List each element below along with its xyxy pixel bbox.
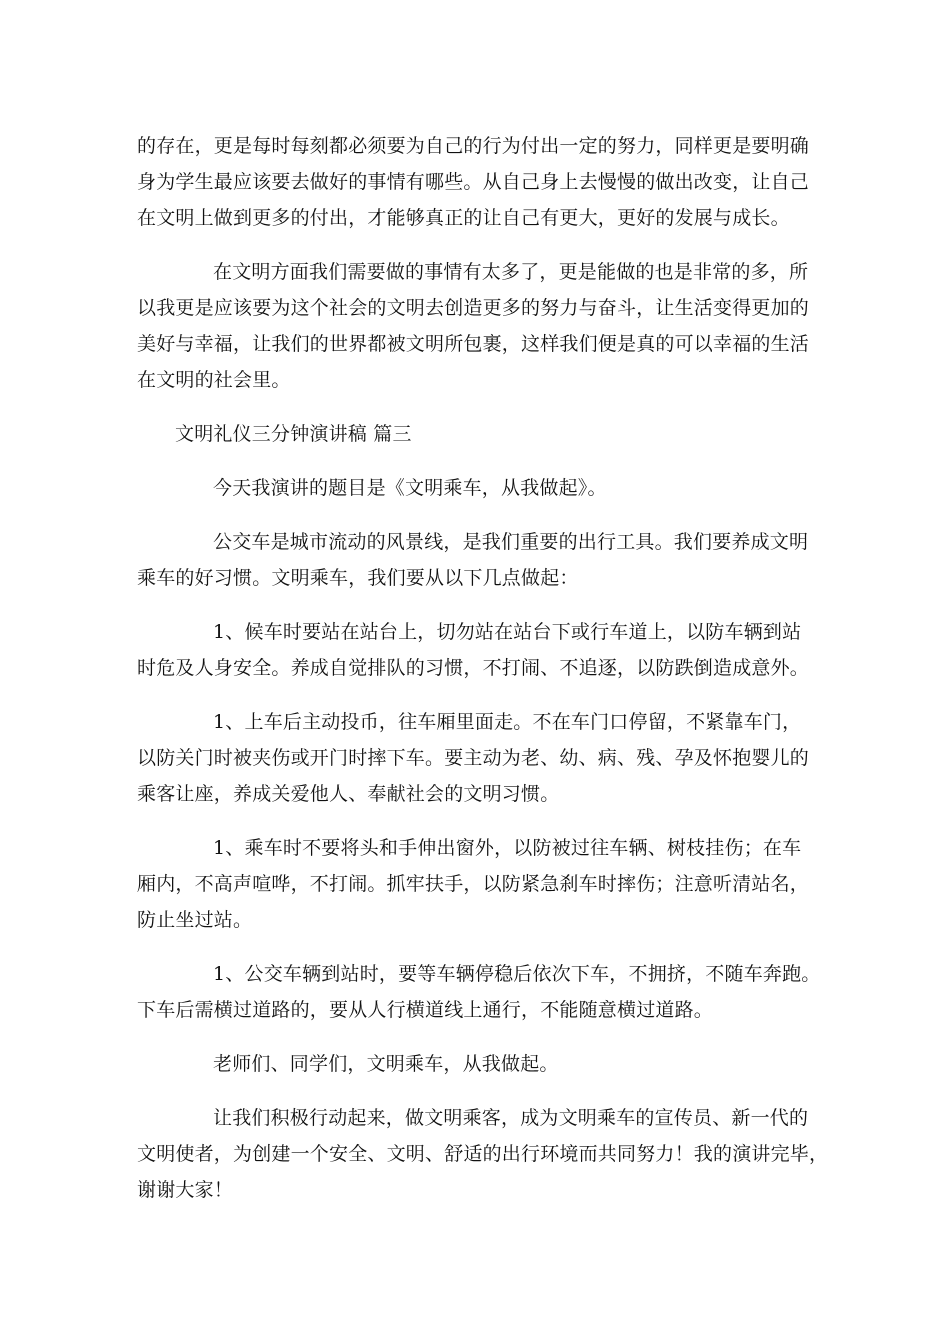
text-line: 厢内，不高声喧哗，不打闹。抓牢扶手，以防紧急刹车时摔伤；注意听清站名，	[137, 873, 810, 895]
text-line: 让我们积极行动起来，做文明乘客，成为文明乘车的宣传员、新一代的	[213, 1107, 809, 1129]
paragraph-8	[137, 956, 821, 1028]
text-line: 老师们、同学们，文明乘车，从我做起。	[213, 1053, 559, 1075]
paragraph-1	[137, 128, 817, 236]
text-line: 公交车是城市流动的风景线，是我们重要的出行工具。我们要养成文明	[213, 531, 809, 553]
text-line: 的存在，更是每时每刻都必须要为自己的行为付出一定的努力，同样更是要明确	[137, 135, 810, 157]
text-line: 1、上车后主动投币，往车厢里面走。不在车门口停留，不紧靠车门，	[213, 711, 802, 733]
text-line: 今天我演讲的题目是《文明乘车，从我做起》。	[213, 477, 607, 499]
paragraph-6	[137, 704, 817, 812]
text-line: 美好与幸福，让我们的世界都被文明所包裹，这样我们便是真的可以幸福的生活	[137, 333, 810, 355]
text-line: 在文明的社会里。	[137, 369, 291, 391]
text-line: 1、候车时要站在站台上，切勿站在站台下或行车道上，以防车辆到站	[213, 621, 802, 643]
text-line: 在文明方面我们需要做的事情有太多了，更是能做的也是非常的多，所	[213, 261, 809, 283]
text-line: 下车后需横过道路的，要从人行横道线上通行，不能随意横过道路。	[137, 999, 714, 1021]
text-line: 1、公交车辆到站时，要等车辆停稳后依次下车，不拥挤，不随车奔跑。	[213, 963, 821, 985]
paragraph-9	[137, 1046, 817, 1082]
paragraph-4	[137, 524, 817, 596]
text-line: 文明使者，为创建一个安全、文明、舒适的出行环境而共同努力！我的演讲完毕，	[137, 1143, 829, 1165]
text-line: 乘客让座，养成关爱他人、奉献社会的文明习惯。	[137, 783, 560, 805]
text-line: 防止坐过站。	[137, 909, 253, 931]
document-body	[137, 128, 829, 1226]
text-line: 在文明上做到更多的付出，才能够真正的让自己有更大，更好的发展与成长。	[137, 207, 790, 229]
paragraph-5	[137, 614, 817, 686]
text-line: 以防关门时被夹伤或开门时摔下车。要主动为老、幼、病、残、孕及怀抱婴儿的	[137, 747, 810, 769]
text-line: 乘车的好习惯。文明乘车，我们要从以下几点做起：	[137, 567, 579, 589]
section-heading: 文明礼仪三分钟演讲稿 篇三	[175, 423, 412, 445]
text-line: 1、乘车时不要将头和手伸出窗外，以防被过往车辆、树枝挂伤；在车	[213, 837, 802, 859]
paragraph-7	[137, 830, 817, 938]
paragraph-2	[137, 254, 817, 398]
text-line: 谢谢大家！	[137, 1179, 234, 1201]
paragraph-3	[137, 470, 817, 506]
text-line: 身为学生最应该要去做好的事情有哪些。从自己身上去慢慢的做出改变，让自己	[137, 171, 810, 193]
text-line: 以我更是应该要为这个社会的文明去创造更多的努力与奋斗，让生活变得更加的	[137, 297, 810, 319]
paragraph-10	[137, 1100, 829, 1208]
text-line: 时危及人身安全。养成自觉排队的习惯，不打闹、不追逐，以防跌倒造成意外。	[137, 657, 810, 679]
